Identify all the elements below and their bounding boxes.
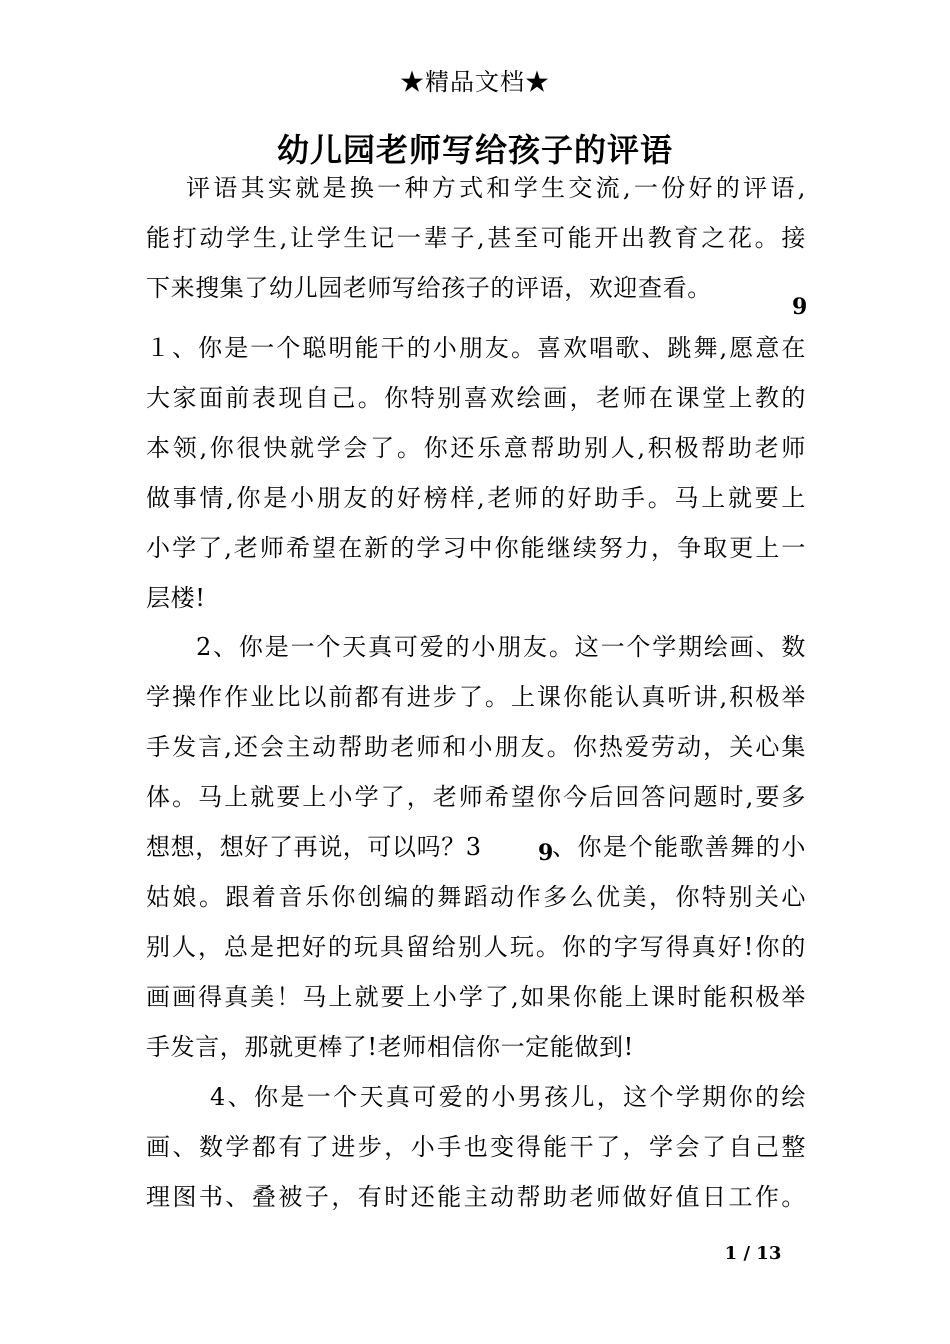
paragraph-line: 评语其实就是换一种方式和学生交流,一份好的评语,	[186, 174, 806, 202]
paragraph-line: 姑娘。跟着音乐你创编的舞蹈动作多么优美，你特别关心	[146, 883, 806, 911]
paragraph-line: 能打动学生,让学生记一辈子,甚至可能开出教育之花。接	[146, 224, 806, 252]
paragraph-line: 画、数学都有了进步，小手也变得能干了，学会了自己整	[146, 1133, 806, 1161]
document-header: ★精品文档★	[400, 68, 550, 96]
paragraph-line: 做事情,你是小朋友的好榜样,老师的好助手。马上就要上	[146, 484, 806, 512]
paragraph-line: 4、你是一个天真可爱的小男孩儿，这个学期你的绘	[210, 1083, 806, 1111]
paragraph-line: １、你是一个聪明能干的小朋友。喜欢唱歌、跳舞,愿意在	[146, 334, 806, 362]
paragraph-line: 层楼!	[146, 584, 206, 612]
paragraph-line: 小学了,老师希望在新的学习中你能继续努力，争取更上一	[146, 534, 806, 562]
stray-mark: 9	[538, 840, 554, 866]
paragraph-line: 手发言,还会主动帮助老师和小朋友。你热爱劳动，关心集	[146, 733, 806, 761]
paragraph-line: 画画得真美！马上就要上小学了,如果你能上课时能积极举	[146, 983, 806, 1011]
stray-mark: 9	[792, 294, 808, 320]
paragraph-line: 理图书、叠被子，有时还能主动帮助老师做好值日工作。	[146, 1183, 806, 1211]
paragraph-line: 体。马上就要上小学了，老师希望你今后回答问题时,要多	[146, 783, 806, 811]
document-title: 幼儿园老师写给孩子的评语	[276, 131, 673, 169]
paragraph-line: 想想，想好了再说，可以吗？3	[146, 833, 482, 861]
paragraph-line: 下来搜集了幼儿园老师写给孩子的评语，欢迎查看。	[146, 274, 712, 302]
page-number: 1 / 13	[724, 1243, 782, 1264]
paragraph-line: 手发言，那就更棒了!老师相信你一定能做到!	[146, 1033, 634, 1061]
paragraph-line: 2、你是一个天真可爱的小朋友。这一个学期绘画、数	[196, 633, 806, 661]
paragraph-line: 别人，总是把好的玩具留给别人玩。你的字写得真好!你的	[146, 933, 806, 961]
paragraph-line: 大家面前表现自己。你特别喜欢绘画，老师在课堂上教的	[146, 384, 806, 412]
paragraph-line: 本领,你很快就学会了。你还乐意帮助别人,积极帮助老师	[146, 434, 806, 462]
paragraph-line: 、你是个能歌善舞的小	[552, 833, 806, 861]
paragraph-line: 学操作作业比以前都有进步了。上课你能认真听讲,积极举	[146, 683, 806, 711]
